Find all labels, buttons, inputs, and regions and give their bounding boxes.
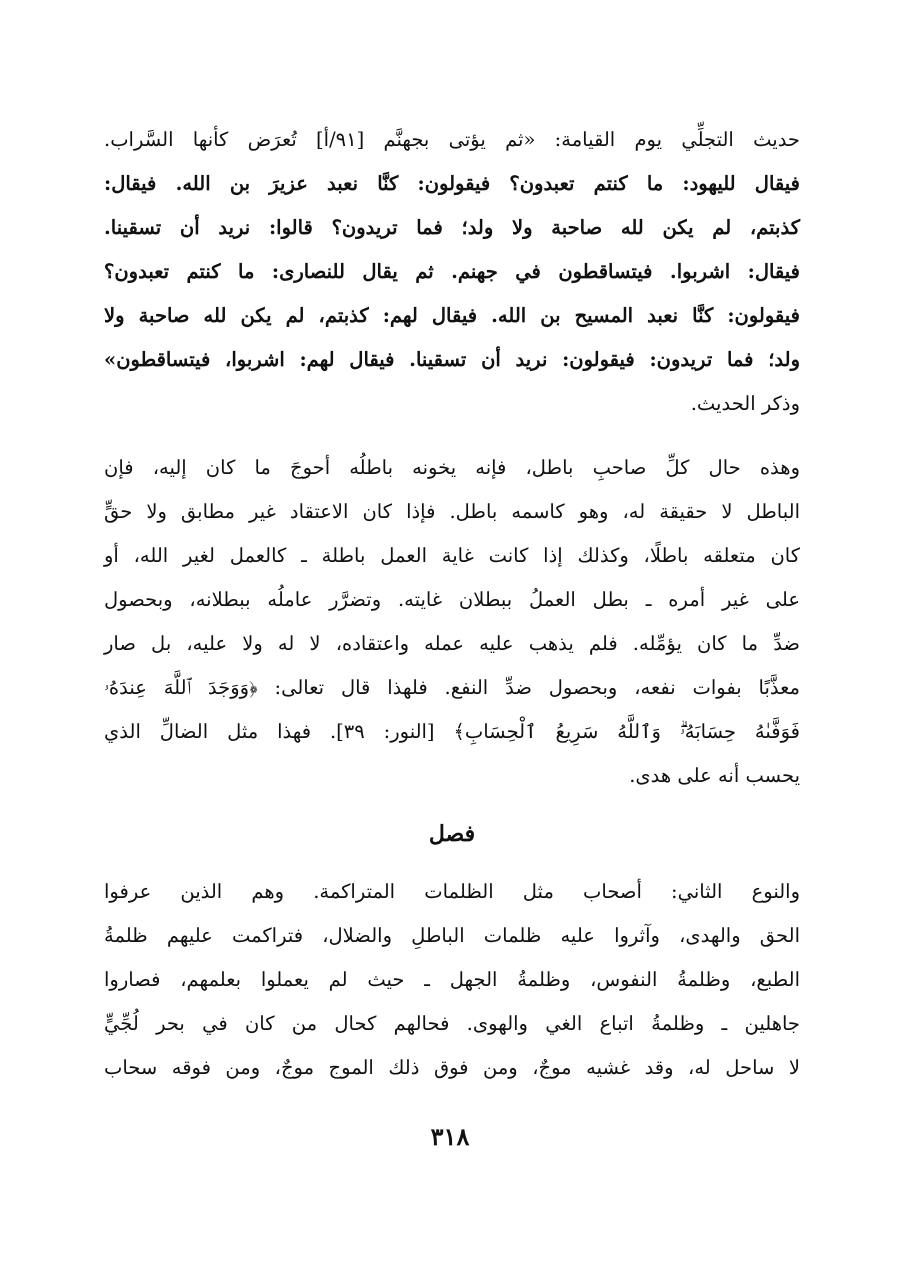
text-line: فيقولون: كنَّا نعبد المسيح بن الله. فيقال لهم: كذبتم، لم يكن لله صاحبة ولا xyxy=(104,304,800,327)
text-line: لا ساحل له، وقد غشيه موجٌ، ومن فوق ذلك الموج موجٌ، ومن فوقه سحاب xyxy=(104,1056,800,1079)
paragraph-hadith xyxy=(104,118,800,426)
text-line: يحسب أنه على هدى. xyxy=(629,764,800,787)
text-line: الحق والهدى، وآثروا عليه ظلمات الباطلِ والضلال، فتراكمت عليهم ظلمةُ xyxy=(104,924,800,947)
page-number: ٣١٨ xyxy=(430,1122,470,1151)
text-line: وهذه حال كلِّ صاحبِ باطل، فإنه يخونه باطلُه أحوجَ ما كان إليه، فإن xyxy=(104,456,800,479)
text-line: الباطل لا حقيقة له، وهو كاسمه باطل. فإذا كان الاعتقاد غير مطابق ولا حقٍّ xyxy=(104,500,800,523)
text-line: حديث التجلِّي يوم القيامة: «ثم يؤتى بجهنَّم [٩١/أ] تُعرَض كأنها السَّراب. xyxy=(104,128,800,151)
text-line: كذبتم، لم يكن لله صاحبة ولا ولد؛ فما تريدون؟ قالوا: نريد أن تسقينا. xyxy=(104,216,800,239)
text-line: ضدِّ ما كان يؤمِّله. فلم يذهب عليه عمله واعتقاده، لا له ولا عليه، بل صار xyxy=(104,632,800,655)
paragraph-falsehood xyxy=(104,446,800,798)
page-body xyxy=(104,118,800,1090)
text-line: معذَّبًا بفوات نفعه، وبحصول ضدِّ النفع. فلهذا قال تعالى: ﴿وَوَجَدَ ٱللَّهَ عِندَهُۥ xyxy=(104,676,800,699)
text-line: على غير أمره ـ بطل العملُ ببطلان غايته. وتضرَّر عاملُه ببطلانه، وبحصول xyxy=(104,588,800,611)
paragraph-second-type xyxy=(104,870,800,1090)
text-line: فيقال: اشربوا. فيتساقطون في جهنم. ثم يقال للنصارى: ما كنتم تعبدون؟ xyxy=(104,260,800,283)
text-line: الطبع، وظلمةُ النفوس، وظلمةُ الجهل ـ حيث لم يعملوا بعلمهم، فصاروا xyxy=(104,968,800,991)
text-line: ولد؛ فما تريدون: فيقولون: نريد أن تسقينا. فيقال لهم: اشربوا، فيتساقطون» xyxy=(104,348,800,371)
text-line: كان متعلقه باطلًا، وكذلك إذا كانت غاية العمل باطلة ـ كالعمل لغير الله، أو xyxy=(104,544,800,567)
text-line: فَوَفَّىٰهُ حِسَابَهُۥۗ وَٱللَّهُ سَرِيعُ ٱلْحِسَابِ﴾ [النور: ٣٩]. فهذا مثل الضالِّ الذي xyxy=(104,720,800,743)
section-heading: فصل xyxy=(428,821,476,847)
text-line: فيقال لليهود: ما كنتم تعبدون؟ فيقولون: كنَّا نعبد عزيرَ بن الله. فيقال: xyxy=(104,172,800,195)
text-line: جاهلين ـ وظلمةُ اتباع الغي والهوى. فحالهم كحال من كان في بحر لُجِّيٍّ xyxy=(104,1012,800,1035)
paragraph-gap xyxy=(104,426,800,446)
text-line: والنوع الثاني: أصحاب مثل الظلمات المتراكمة. وهم الذين عرفوا xyxy=(104,880,800,903)
text-line: وذكر الحديث. xyxy=(690,392,800,415)
